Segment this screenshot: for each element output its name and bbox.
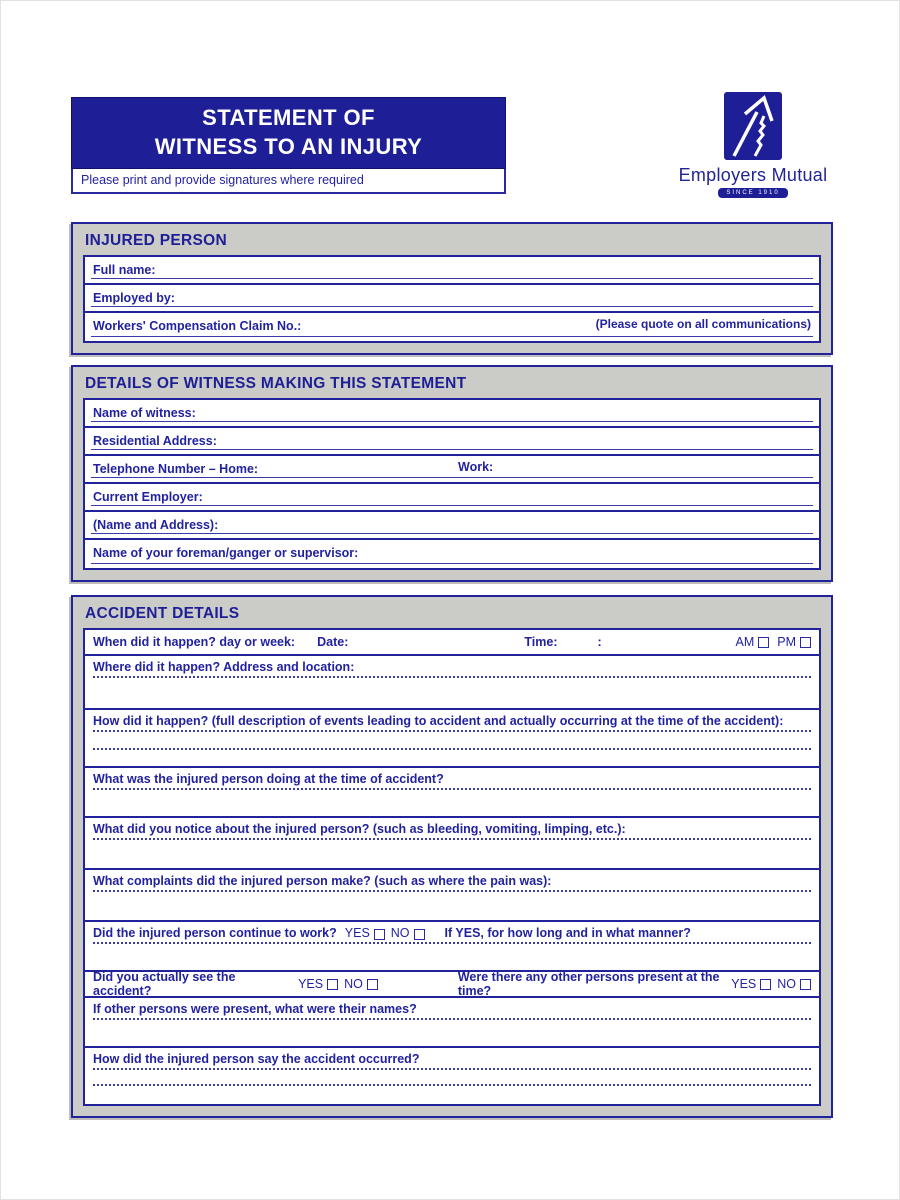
form-title-line1: STATEMENT OF <box>202 105 375 130</box>
full-name-row <box>85 257 819 285</box>
how-input-line-1[interactable] <box>93 713 811 732</box>
form-title-line2: WITNESS TO AN INJURY <box>154 133 423 159</box>
how-say-row <box>85 1048 819 1104</box>
see-accident-label: Did you actually see the accident? <box>93 970 236 998</box>
employers-mutual-logo <box>673 92 833 198</box>
see-accident-row <box>85 972 819 998</box>
am-label: AM <box>735 635 755 649</box>
other-names-input-line[interactable] <box>93 1001 811 1020</box>
witness-name-input-line[interactable] <box>91 421 813 422</box>
date-label: Date: <box>317 635 349 649</box>
others-present-label: Were there any other persons present at the time? <box>457 970 720 998</box>
other-names-row <box>85 998 819 1048</box>
pm-label: PM <box>777 635 796 649</box>
continue-work-input-line[interactable] <box>93 925 811 944</box>
employer-name-address-label: (Name and Address): <box>93 518 219 532</box>
others-no-label: NO <box>777 977 796 991</box>
doing-input-line[interactable] <box>93 771 811 790</box>
see-no-label: NO <box>344 977 363 991</box>
continue-no-checkbox[interactable] <box>414 929 425 940</box>
telephone-row <box>85 456 819 484</box>
see-yes-checkbox[interactable] <box>327 979 338 990</box>
claim-number-note: (Please quote on all communications) <box>595 317 811 331</box>
time-label: Time: <box>524 635 558 649</box>
am-checkbox[interactable] <box>758 637 769 648</box>
pm-checkbox[interactable] <box>800 637 811 648</box>
complaints-row <box>85 870 819 922</box>
others-yes-checkbox[interactable] <box>760 979 771 990</box>
section-witness-details <box>71 365 833 582</box>
continue-work-label: Did the injured person continue to work? <box>93 926 337 940</box>
residential-address-label: Residential Address: <box>93 434 217 448</box>
notice-label: What did you notice about the injured person? (such as bleeding, vomiting, limping, etc.): <box>93 822 626 836</box>
section-accident-details <box>71 595 833 1118</box>
logo-tagline: SINCE 1910 <box>718 188 787 198</box>
continue-no-label: NO <box>390 926 410 940</box>
time-colon: : <box>597 635 602 649</box>
arrow-profile-logo-icon <box>724 92 782 160</box>
full-name-label: Full name: <box>93 263 156 277</box>
how-say-label: How did the injured person say the accident occurred? <box>93 1052 420 1066</box>
complaints-input-line[interactable] <box>93 873 811 892</box>
notice-row <box>85 818 819 870</box>
foreman-row <box>85 540 819 568</box>
claim-number-label: Workers' Compensation Claim No.: <box>93 319 302 333</box>
others-yes-label: YES <box>731 977 757 991</box>
see-yes-label: YES <box>298 977 324 991</box>
current-employer-input-line[interactable] <box>91 505 813 506</box>
witness-name-label: Name of witness: <box>93 406 196 420</box>
injured-person-title: INJURED PERSON <box>85 232 228 249</box>
foreman-input-line[interactable] <box>91 563 813 564</box>
witness-name-row <box>85 400 819 428</box>
employed-by-row <box>85 285 819 313</box>
residential-address-input-line[interactable] <box>91 449 813 450</box>
claim-number-row <box>85 313 819 341</box>
current-employer-row <box>85 484 819 512</box>
accident-details-title: ACCIDENT DETAILS <box>85 605 240 622</box>
form-title <box>71 97 506 169</box>
when-label: When did it happen? day or week: <box>93 635 296 649</box>
complaints-label: What complaints did the injured person make? (such as where the pain was): <box>93 874 552 888</box>
employed-by-label: Employed by: <box>93 291 175 305</box>
where-label: Where did it happen? Address and location: <box>93 660 355 674</box>
employer-name-address-row <box>85 512 819 540</box>
continue-followup-label: If YES, for how long and in what manner? <box>444 926 691 940</box>
employer-name-address-input-line[interactable] <box>91 533 813 534</box>
telephone-home-label: Telephone Number – Home: <box>93 462 259 476</box>
doing-label: What was the injured person doing at the time of accident? <box>93 772 444 786</box>
employed-by-input-line[interactable] <box>91 306 813 307</box>
claim-number-input-line[interactable] <box>91 336 813 337</box>
where-row <box>85 656 819 710</box>
continue-work-row <box>85 922 819 972</box>
residential-address-row <box>85 428 819 456</box>
when-row <box>85 630 819 656</box>
telephone-work-label: Work: <box>458 460 494 474</box>
others-no-checkbox[interactable] <box>800 979 811 990</box>
how-row <box>85 710 819 768</box>
doing-row <box>85 768 819 818</box>
full-name-input-line[interactable] <box>91 278 813 279</box>
logo-brand-text: Employers Mutual <box>678 165 828 185</box>
telephone-input-line[interactable] <box>91 477 813 478</box>
foreman-label: Name of your foreman/ganger or supervisor: <box>93 546 359 560</box>
see-no-checkbox[interactable] <box>367 979 378 990</box>
current-employer-label: Current Employer: <box>93 490 203 504</box>
other-names-label: If other persons were present, what were their names? <box>93 1002 417 1016</box>
where-input-line[interactable] <box>93 659 811 678</box>
witness-details-title: DETAILS OF WITNESS MAKING THIS STATEMENT <box>85 375 467 392</box>
how-label: How did it happen? (full description of events leading to accident and actually occurring at the time of the accident): <box>93 714 784 728</box>
section-injured-person <box>71 222 833 355</box>
how-say-input-line-1[interactable] <box>93 1051 811 1070</box>
form-instruction: Please print and provide signatures where required <box>71 169 506 194</box>
continue-yes-label: YES <box>344 926 370 940</box>
continue-yes-checkbox[interactable] <box>374 929 385 940</box>
form-header <box>71 97 833 198</box>
notice-input-line[interactable] <box>93 821 811 840</box>
